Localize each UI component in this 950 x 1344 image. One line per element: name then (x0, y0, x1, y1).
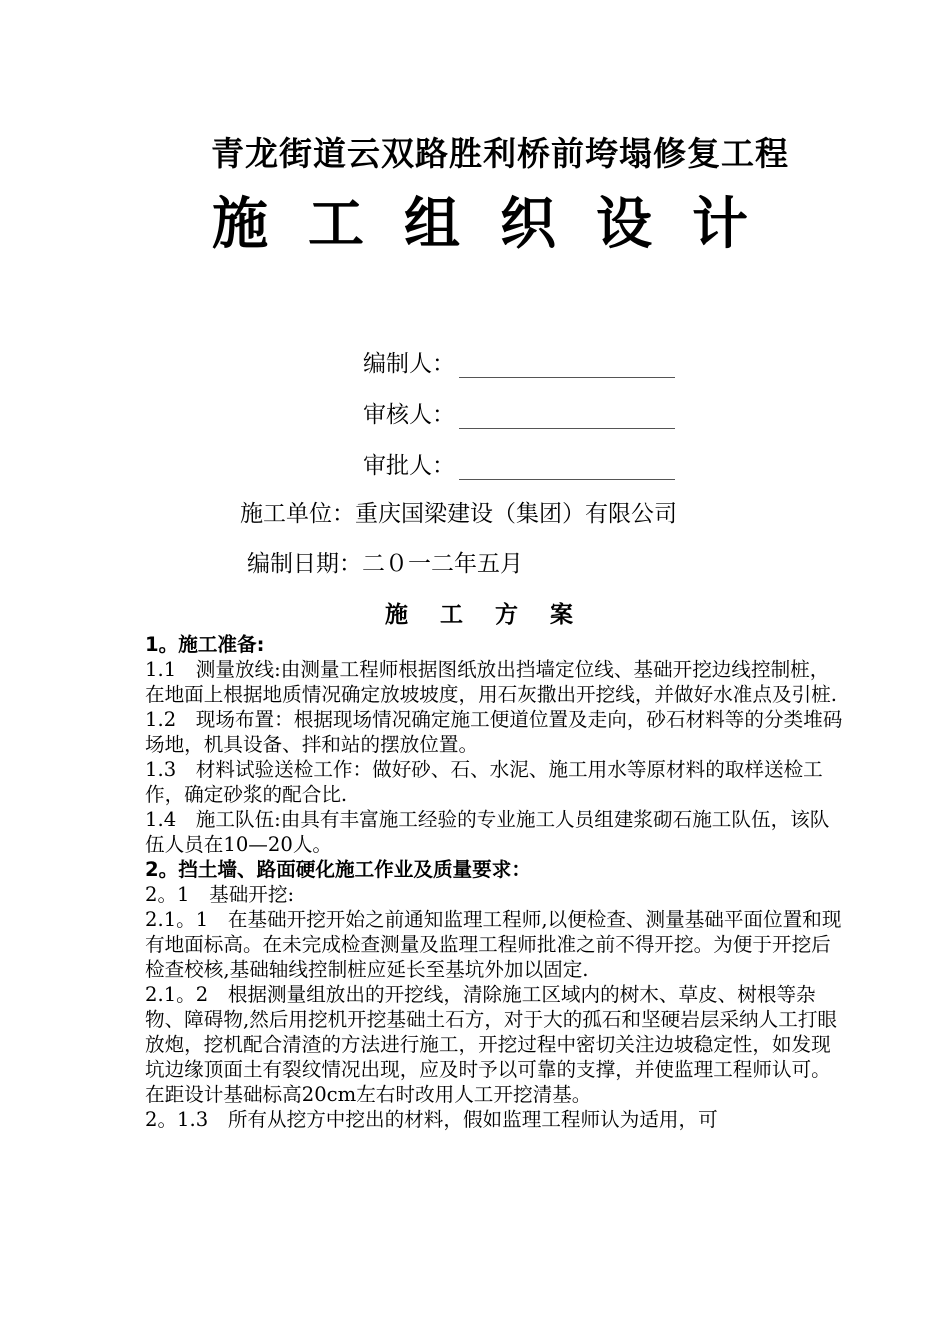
paragraph: 2。1.3 所有从挖方中挖出的材料，假如监理工程师认为适用，可 (145, 1108, 718, 1131)
heading-retaining-wall: 2。挡土墙、路面硬化施工作业及质量要求： (145, 858, 531, 881)
paragraph: 2.1。1 在基础开挖开始之前通知监理工程师,以便检查、测量基础平面位置和现有地面标高。在未完成检查测量及监理工程师批准之前不得开挖。为便于开挖后检查校核,基础轴线控制桩应延长至基坑外加以固定. (145, 908, 842, 981)
signature-line (459, 404, 675, 429)
signature-label: 审核人： (363, 402, 455, 428)
compile-date: 编制日期：二０一二年五月 (247, 551, 523, 577)
project-title: 青龙街道云双路胜利桥前垮塌修复工程 (211, 134, 789, 173)
paragraph: 1.1 测量放线:由测量工程师根据图纸放出挡墙定位线、基础开挖边线控制桩，在地面上根据地质情况确定放坡坡度，用石灰撒出开挖线，并做好水准点及引桩. (145, 658, 838, 706)
signature-line (459, 353, 675, 378)
signature-compiler (363, 345, 675, 378)
construction-unit: 施工单位：重庆国梁建设（集团）有限公司 (240, 501, 677, 527)
signature-label: 审批人： (363, 453, 455, 479)
document-title: 施工组织设计 (212, 191, 788, 257)
paragraph: 2。1 基础开挖: (145, 883, 295, 906)
signature-line (459, 455, 675, 480)
section-title: 施工方案 (385, 601, 605, 628)
paragraph: 1.4 施工队伍:由具有丰富施工经验的专业施工人员组建浆砌石施工队伍，该队伍人员在10—20人。 (145, 808, 830, 856)
paragraph: 2.1。2 根据测量组放出的开挖线，清除施工区域内的树木、草皮、树根等杂物、障碍物,然后用挖机开挖基础土石方，对于大的孤石和坚硬岩层采纳人工打眼放炮，挖机配合清渣的方法进行施工，开挖过程中密切关注边坡稳定性，如发现坑边缘顶面土有裂纹情况出现，应及时予以可靠的支撑，并使监理工程师认可。在距设计基础标高20cm左右时改用人工开挖清基。 (145, 983, 838, 1106)
paragraph: 1.3 材料试验送检工作：做好砂、石、水泥、施工用水等原材料的取样送检工作，确定砂浆的配合比. (145, 758, 823, 806)
signature-reviewer (363, 396, 675, 429)
signature-approver (363, 447, 675, 480)
document-body (145, 632, 845, 1132)
paragraph: 1.2 现场布置：根据现场情况确定施工便道位置及走向，砂石材料等的分类堆码场地，机具设备、拌和站的摆放位置。 (145, 708, 843, 756)
heading-preparation: 1。施工准备: (145, 633, 265, 656)
signature-label: 编制人： (363, 351, 455, 377)
